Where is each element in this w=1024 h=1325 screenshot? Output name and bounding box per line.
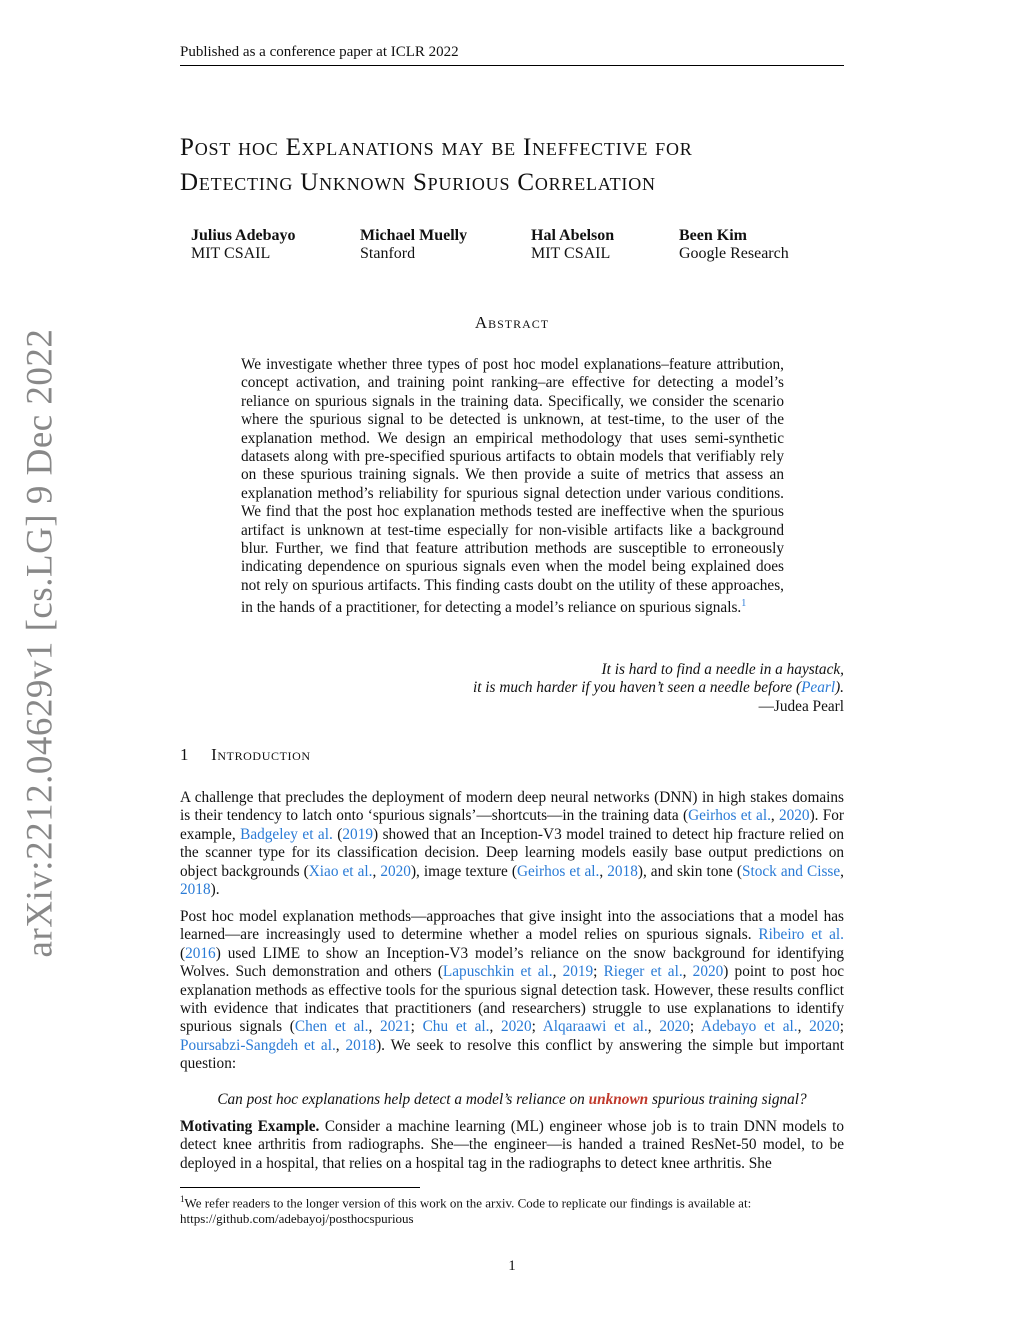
motivating-label: Motivating Example. xyxy=(180,1118,320,1135)
citation-link[interactable]: Rieger et al. xyxy=(603,963,683,981)
author-affiliation: MIT CSAIL xyxy=(191,245,271,262)
arxiv-stamp-text: arXiv:2212.04629v1 [cs.LG] 9 Dec 2022 xyxy=(19,328,61,958)
citation-link[interactable]: Adebayo et al. xyxy=(701,1018,798,1036)
highlight-word: unknown xyxy=(588,1091,649,1108)
paper-title xyxy=(180,130,860,200)
citation-link[interactable]: 2020 xyxy=(659,1018,690,1036)
intro-paragraph-1: A challenge that precludes the deployment of modern deep neural networks (DNN) in high stakes domains is their tendency to latch onto ‘spurious signals’—shortcuts—in the training data (Geirhos et al., 2020). For example, Badgeley et al. (2019) showed that an Inception-V3 model trained to detect hip fracture relied on the scanner type for its classification decision. Deep learning models easily base output predictions on object backgrounds (Xiao et al., 2020), image texture (Geirhos et al., 2018), and skin tone (Stock and Cisse, 2018). xyxy=(180,789,844,899)
epigraph xyxy=(380,661,844,716)
citation-link[interactable]: Xiao et al. xyxy=(308,862,373,880)
citation-link[interactable]: Alqaraawi et al. xyxy=(542,1018,648,1036)
arxiv-stamp xyxy=(10,328,70,958)
epigraph-line-1: It is hard to find a needle in a haystack, xyxy=(601,661,844,678)
citation-link[interactable]: 2018 xyxy=(607,862,638,880)
author-3 xyxy=(531,227,614,263)
author-affiliation: Google Research xyxy=(679,245,789,262)
abstract-text: We investigate whether three types of post hoc model explanations–feature attribution, concept activation, and training point ranking–are effective for detecting a model’s reliance on spurious signals in the training data. Specifically, we consider the scenario where the spurious signal to be detected is unknown, at test-time, to the user of the explanation method. We design an empirical methodology that uses semi-synthetic datasets along with pre-specified spurious artifacts to obtain models that verifiably rely on these spurious training signals. We then provide a suite of metrics that assess an explanation method’s reliability for spurious signal detection under various conditions. We find that the post hoc explanation methods tested are ineffective when the spurious artifact is unknown at test-time especially for non-visible artifacts like a background blur. Further, we find that feature attribution methods are susceptible to erroneously indicating dependence on spurious signals even when the model being explained does not rely on spurious artifacts. This finding casts doubt on the utility of these approaches, in the hands of a practitioner, for detecting a model’s reliance on spurious signals.$^1$ xyxy=(241,356,784,617)
running-header: Published as a conference paper at ICLR 2022 xyxy=(180,44,459,60)
citation-link[interactable]: Ribeiro et al. xyxy=(758,926,844,944)
author-name: Julius Adebayo xyxy=(191,227,296,244)
footnote-mark: 1 xyxy=(180,1194,185,1204)
section-number: 1 xyxy=(180,745,190,764)
citation-link[interactable]: 2020 xyxy=(380,862,411,880)
research-question: Can post hoc explanations help detect a model’s reliance on unknown spurious training signal? xyxy=(217,1091,807,1108)
citation-link[interactable]: Geirhos et al. xyxy=(516,862,600,880)
author-name: Hal Abelson xyxy=(531,227,615,244)
author-2 xyxy=(360,227,467,263)
author-name: Been Kim xyxy=(679,227,747,244)
citation-link[interactable]: 2020 xyxy=(501,1018,532,1036)
footnote: $^1$We refer readers to the longer version of this work on the arxiv. Code to replicate our findings is available at: https://github.com/adebayoj/posthocspurious xyxy=(180,1194,752,1227)
citation-link[interactable]: 2020 xyxy=(809,1018,840,1036)
abstract-heading: Abstract xyxy=(474,313,550,332)
citation-link[interactable]: 2016 xyxy=(185,944,216,962)
citation-link[interactable]: 2018 xyxy=(345,1036,377,1054)
author-affiliation: Stanford xyxy=(360,245,416,262)
citation-link[interactable]: 2021 xyxy=(380,1018,411,1036)
section-heading xyxy=(180,745,311,765)
author-affiliation: MIT CSAIL xyxy=(531,245,611,262)
epigraph-attribution: —Judea Pearl xyxy=(758,697,844,715)
epigraph-line-2: it is much harder if you haven’t seen a needle before (Pearl). xyxy=(472,679,844,697)
citation-link[interactable]: Stock and Cisse xyxy=(741,862,841,880)
header-rule xyxy=(180,65,844,66)
author-1 xyxy=(191,227,295,263)
citation-link[interactable]: Geirhos et al. xyxy=(688,807,771,825)
citation-link[interactable]: 2020 xyxy=(778,807,810,825)
footnote-ref[interactable]: 1 xyxy=(741,598,747,610)
page-number: 1 xyxy=(508,1258,516,1274)
citation-link[interactable]: 2019 xyxy=(342,825,373,843)
citation-link[interactable]: Pearl xyxy=(801,679,836,697)
citation-link[interactable]: 2020 xyxy=(692,963,724,981)
citation-link[interactable]: Chu et al. xyxy=(422,1018,490,1036)
author-name: Michael Muelly xyxy=(360,227,468,244)
motivating-paragraph: Motivating Example. Consider a machine learning (ML) engineer whose job is to train DNN models to detect knee arthritis from radiographs. She—the engineer—is handed a trained ResNet-50 model, to be deployed in a hospital, that relies on a hospital tag in the radiographs to detect knee arthritis. She xyxy=(180,1118,844,1172)
footnote-rule xyxy=(180,1187,420,1188)
citation-link[interactable]: 2018 xyxy=(180,881,211,899)
citation-link[interactable]: Chen et al. xyxy=(294,1018,369,1036)
section-title: Introduction xyxy=(211,745,311,764)
citation-link[interactable]: Badgeley et al. xyxy=(240,825,333,843)
intro-paragraph-2: Post hoc model explanation methods—approaches that give insight into the associations that a model has learned—are increasingly used to determine whether a model relies on spurious signals. Ribeiro et al. (2016) used LIME to show an Inception-V3 model’s reliance on the snow background for identifying Wolves. Such demonstration and others (Lapuschkin et al., 2019; Rieger et al., 2020) point to post hoc explanation methods as effective tools for the spurious signal detection task. However, these results conflict with evidence that indicates that practitioners (and researchers) struggle to use explanations to identify spurious signals (Chen et al., 2021; Chu et al., 2020; Alqaraawi et al., 2020; Adebayo et al., 2020; Poursabzi-Sangdeh et al., 2018). We seek to resolve this conflict by answering the simple but important question: xyxy=(180,908,845,1073)
title-line-1: Post hoc Explanations may be Ineffective for xyxy=(180,134,693,161)
citation-link[interactable]: 2019 xyxy=(562,963,594,981)
title-line-2: Detecting Unknown Spurious Correlation xyxy=(180,169,656,196)
citation-link[interactable]: Poursabzi-Sangdeh et al. xyxy=(180,1036,336,1054)
citation-link[interactable]: Lapuschkin et al. xyxy=(442,963,553,981)
author-4 xyxy=(679,227,789,263)
